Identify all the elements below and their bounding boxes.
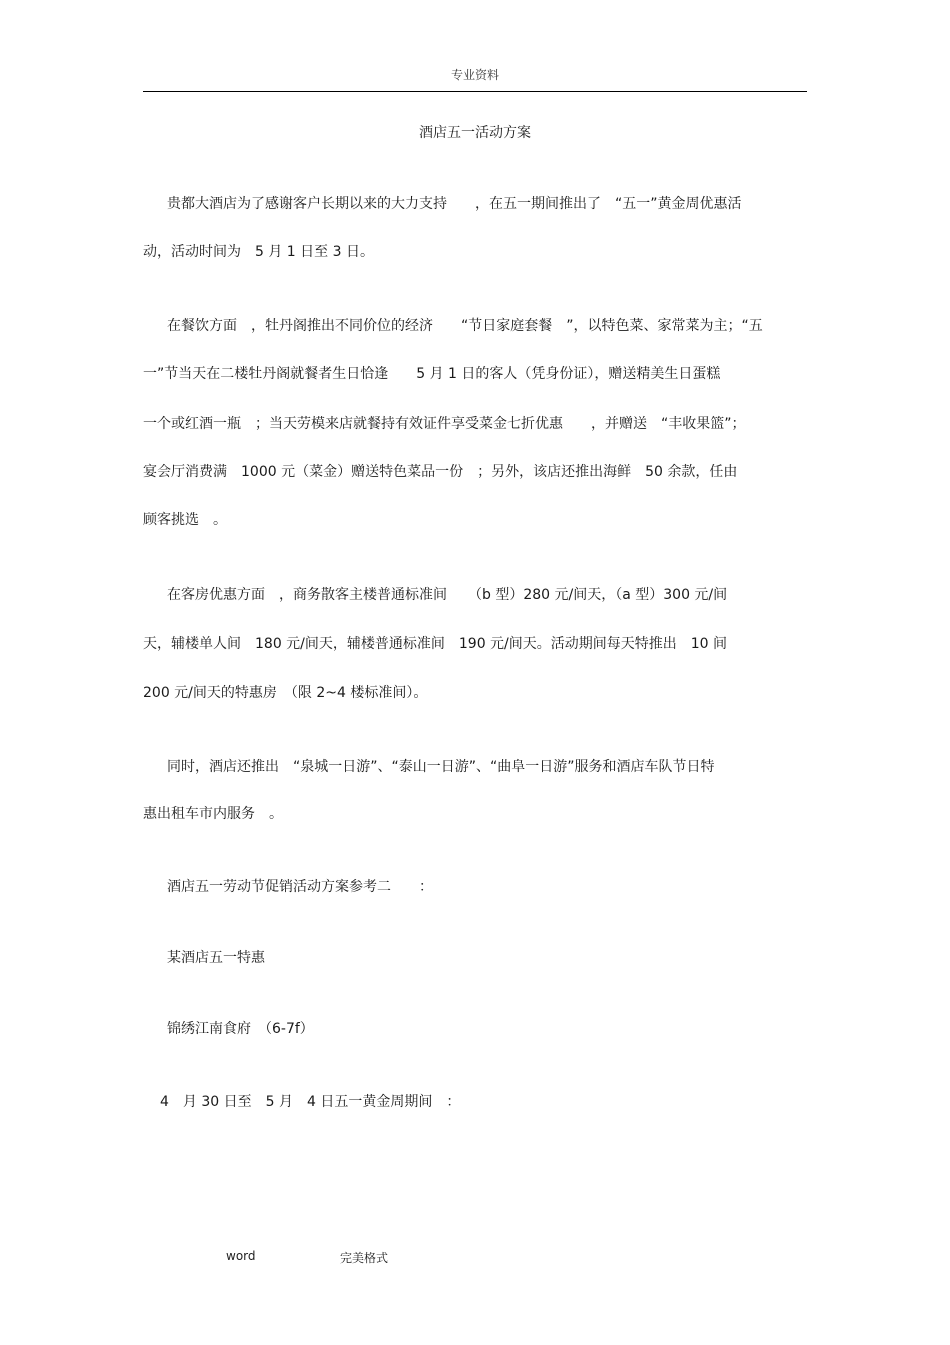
section-subheading: 某酒店五一特惠 [167, 950, 265, 966]
paragraph-3-line-3: 200 元/间天的特惠房 （限 2~4 楼标准间）。 [143, 685, 428, 701]
paragraph-2-line-3: 一个或红酒一瓶 ；当天劳模来店就餐持有效证件享受菜金七折优惠 ，并赠送 “丰收果篮”； [143, 416, 746, 432]
paragraph-2-line-5: 顾客挑选 。 [143, 512, 227, 528]
footer-right: 完美格式 [340, 1251, 389, 1265]
paragraph-2-line-4: 宴会厅消费满 1000 元（菜金）赠送特色菜品一份 ；另外，该店还推出海鲜 50 余款，任由 [143, 464, 738, 480]
paragraph-4-line-1: 同时，酒店还推出 “泉城一日游”、“泰山一日游”、“曲阜一日游”服务和酒店车队节日特 [167, 759, 715, 775]
paragraph-1-line-2: 动，活动时间为 5 月 1 日至 3 日。 [143, 244, 374, 260]
section-heading-2: 酒店五一劳动节促销活动方案参考二 ： [167, 879, 433, 895]
paragraph-3-line-1: 在客房优惠方面 ，商务散客主楼普通标准间 （b 型）280 元/间天，（a 型）300 元/间 [167, 587, 728, 603]
paragraph-2-line-2: 一”节当天在二楼牡丹阁就餐者生日恰逢 5 月 1 日的客人（凭身份证），赠送精美生日蛋糕 [143, 366, 721, 382]
period-line: 4 月 30 日至 5 月 4 日五一黄金周期间 ： [160, 1094, 461, 1110]
paragraph-3-line-2: 天，辅楼单人间 180 元/间天，辅楼普通标准间 190 元/间天。活动期间每天特推出 10 间 [143, 636, 728, 652]
header-divider [143, 91, 807, 92]
page-header: 专业资料 [450, 68, 499, 82]
paragraph-1-line-1: 贵都大酒店为了感谢客户长期以来的大力支持 ，在五一期间推出了 “五一”黄金周优惠活 [167, 196, 742, 212]
paragraph-2-line-1: 在餐饮方面 ，牡丹阁推出不同价位的经济 “节日家庭套餐 ”，以特色菜、家常菜为主；“五 [167, 318, 763, 334]
paragraph-4-line-2: 惠出租车市内服务 。 [143, 806, 283, 822]
document-title: 酒店五一活动方案 [419, 125, 531, 141]
footer-left: word [226, 1249, 256, 1263]
restaurant-name: 锦绣江南食府 （6-7f） [167, 1021, 314, 1037]
